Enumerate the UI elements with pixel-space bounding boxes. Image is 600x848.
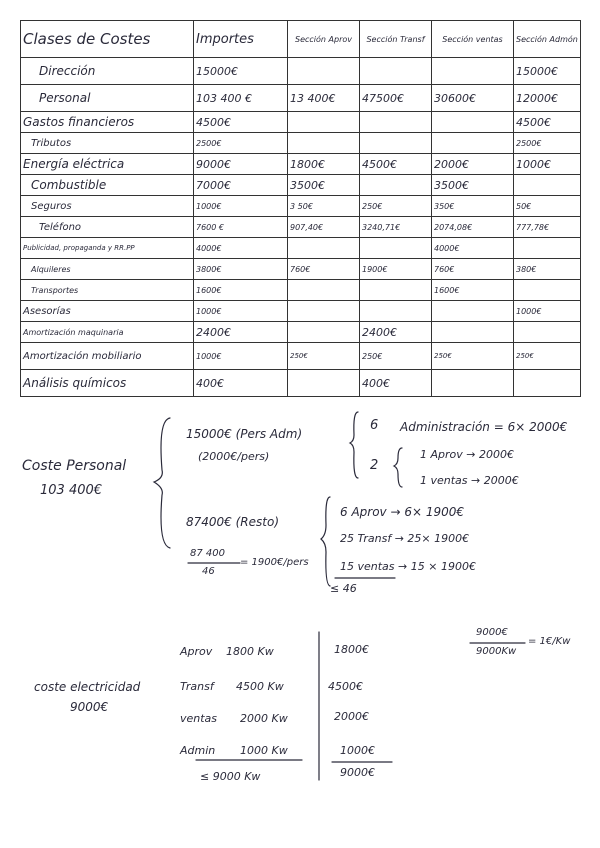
row-cell: 400€ xyxy=(194,370,288,397)
electric-row-kw: 1800 Kw xyxy=(226,645,274,658)
row-cell: 30600€ xyxy=(432,85,514,112)
row-cell: 380€ xyxy=(514,259,581,280)
row-label: Publicidad, propaganda y RR.PP xyxy=(21,238,194,259)
electric-row-name: Admin xyxy=(180,744,216,757)
row-cell: 1000€ xyxy=(514,154,581,175)
header-ventas: Sección ventas xyxy=(432,21,514,58)
admin-calc: Administración = 6× 2000€ xyxy=(400,420,568,434)
row-cell: 4000€ xyxy=(194,238,288,259)
row-cell: 1000€ xyxy=(514,301,581,322)
frac-numerator: 87 400 xyxy=(190,548,225,559)
row-cell: 777,78€ xyxy=(514,217,581,238)
row-cell: 3500€ xyxy=(288,175,360,196)
transf-25-calc: 25 Transf → 25× 1900€ xyxy=(340,532,470,545)
row-cell: 47500€ xyxy=(360,85,432,112)
row-cell: 4500€ xyxy=(514,112,581,133)
electric-row-name: Transf xyxy=(180,680,214,693)
row-cell: 250€ xyxy=(360,343,432,370)
pers-adm-amount: 15000€ (Pers Adm) xyxy=(186,427,303,441)
aprov-one-calc: 1 Aprov → 2000€ xyxy=(420,448,514,461)
ratio-numerator: 9000€ xyxy=(476,627,508,638)
row-cell: 250€ xyxy=(514,343,581,370)
ventas-one-calc: 1 ventas → 2000€ xyxy=(420,474,519,487)
per-person-adm: (2000€/pers) xyxy=(198,450,270,463)
row-label: Asesorías xyxy=(21,301,194,322)
electric-row-kw: 4500 Kw xyxy=(236,680,284,693)
row-cell: 350€ xyxy=(432,196,514,217)
row-cell: 3 50€ xyxy=(288,196,360,217)
resto-amount: 87400€ (Resto) xyxy=(186,515,280,529)
row-cell: 4500€ xyxy=(360,154,432,175)
row-label: Amortización mobiliario xyxy=(21,343,194,370)
row-cell: 3500€ xyxy=(432,175,514,196)
row-cell: 907,40€ xyxy=(288,217,360,238)
row-cell: 1900€ xyxy=(360,259,432,280)
row-label: Amortización maquinaria xyxy=(21,322,194,343)
row-cell: 15000€ xyxy=(194,58,288,85)
row-cell: 15000€ xyxy=(514,58,581,85)
row-cell: 3800€ xyxy=(194,259,288,280)
row-cell: 1800€ xyxy=(288,154,360,175)
header-amounts: Importes xyxy=(194,21,288,58)
two-count: 2 xyxy=(370,458,379,473)
row-cell: 2000€ xyxy=(432,154,514,175)
row-cell: 12000€ xyxy=(514,85,581,112)
row-cell: 760€ xyxy=(432,259,514,280)
row-label: Teléfono xyxy=(21,217,194,238)
row-cell: 2400€ xyxy=(194,322,288,343)
header-aprov: Sección Aprov xyxy=(288,21,360,58)
rest-brace xyxy=(321,497,330,586)
row-cell: 4500€ xyxy=(194,112,288,133)
row-cell: 4000€ xyxy=(432,238,514,259)
frac-denominator: 46 xyxy=(202,566,215,577)
row-cell: 7600 € xyxy=(194,217,288,238)
header-admon: Sección Admón xyxy=(514,21,581,58)
row-cell: 250€ xyxy=(360,196,432,217)
electric-row-eur: 1000€ xyxy=(340,744,375,757)
row-cell: 13 400€ xyxy=(288,85,360,112)
electric-row-eur: 4500€ xyxy=(328,680,363,693)
row-cell: 3240,71€ xyxy=(360,217,432,238)
admin-brace xyxy=(350,412,358,478)
frac-result: = 1900€/pers xyxy=(240,557,309,568)
row-cell: 1000€ xyxy=(194,301,288,322)
electric-row-eur: 2000€ xyxy=(334,710,369,723)
electric-total-eur: 9000€ xyxy=(340,766,375,779)
personal-brace xyxy=(154,418,170,548)
two-brace xyxy=(394,448,402,487)
row-label: Tributos xyxy=(21,133,194,154)
electric-row-kw: 1000 Kw xyxy=(240,744,288,757)
row-label: Seguros xyxy=(21,196,194,217)
row-label: Energía eléctrica xyxy=(21,154,194,175)
header-transf: Sección Transf xyxy=(360,21,432,58)
ventas-15-calc: 15 ventas → 15 × 1900€ xyxy=(340,560,476,573)
row-cell: 2400€ xyxy=(360,322,432,343)
row-cell: 1600€ xyxy=(194,280,288,301)
admin-count: 6 xyxy=(370,418,379,433)
electric-title: coste electricidad xyxy=(34,680,141,694)
electric-row-kw: 2000 Kw xyxy=(240,712,288,725)
electric-row-eur: 1800€ xyxy=(334,643,369,656)
row-label: Transportes xyxy=(21,280,194,301)
row-cell: 250€ xyxy=(288,343,360,370)
row-label: Combustible xyxy=(21,175,194,196)
row-cell: 1000€ xyxy=(194,196,288,217)
row-label: Alquileres xyxy=(21,259,194,280)
total-46: ≤ 46 xyxy=(330,582,357,595)
row-cell: 2074,08€ xyxy=(432,217,514,238)
electric-row-name: Aprov xyxy=(180,645,213,658)
row-cell: 1600€ xyxy=(432,280,514,301)
row-cell: 760€ xyxy=(288,259,360,280)
electric-amount: 9000€ xyxy=(70,700,109,714)
row-cell: 2500€ xyxy=(514,133,581,154)
row-cell: 9000€ xyxy=(194,154,288,175)
electric-total-kw: ≤ 9000 Kw xyxy=(200,770,261,783)
row-label: Personal xyxy=(21,85,194,112)
row-cell: 7000€ xyxy=(194,175,288,196)
personal-amount: 103 400€ xyxy=(40,483,103,498)
row-cell: 250€ xyxy=(432,343,514,370)
electric-row-name: ventas xyxy=(180,712,218,725)
row-label: Análisis químicos xyxy=(21,370,194,397)
ratio-denominator: 9000Kw xyxy=(476,646,517,657)
row-cell: 103 400 € xyxy=(194,85,288,112)
row-cell: 400€ xyxy=(360,370,432,397)
row-label: Dirección xyxy=(21,58,194,85)
ratio-result: = 1€/Kw xyxy=(528,636,571,647)
header-cost-class: Clases de Costes xyxy=(21,21,194,58)
aprov-six-calc: 6 Aprov → 6× 1900€ xyxy=(340,505,465,519)
row-cell: 2500€ xyxy=(194,133,288,154)
row-cell: 50€ xyxy=(514,196,581,217)
row-cell: 1000€ xyxy=(194,343,288,370)
row-label: Gastos financieros xyxy=(21,112,194,133)
personal-title: Coste Personal xyxy=(22,458,127,474)
